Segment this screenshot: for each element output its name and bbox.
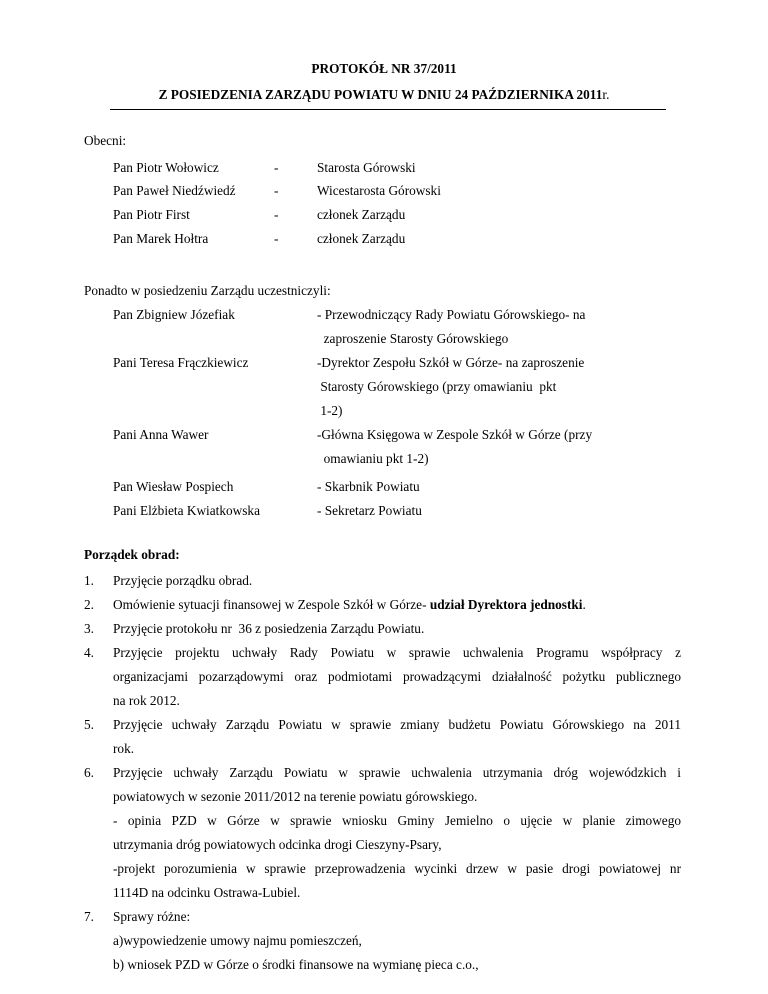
- present-name: Pan Marek Hołtra: [113, 231, 209, 246]
- participant-name: Pani Teresa Frączkiewicz: [113, 355, 249, 370]
- present-dash: -: [274, 160, 279, 175]
- agenda-item-line: - opinia PZD w Górze w sprawie wniosku Gminy Jemielno o ujęcie w planie zimowego: [113, 813, 681, 828]
- participant-role-line: omawianiu pkt 1-2): [317, 451, 429, 466]
- agenda-item-bold: udział Dyrektora jednostki: [429, 597, 583, 612]
- participant-role-line: -Główna Księgowa w Zespole Szkół w Górze (przy: [317, 427, 593, 442]
- participant-name: Pan Wiesław Pospiech: [113, 479, 234, 494]
- participant-role-line: zaproszenie Starosty Górowskiego: [317, 331, 509, 346]
- protocol-subtitle: [0, 87, 768, 103]
- agenda-item-number: 3.: [84, 621, 94, 636]
- agenda-item-line: [113, 597, 586, 613]
- agenda-subitem: b) wniosek PZD w Górze o środki finansowe na wymianę pieca c.o.,: [113, 957, 479, 972]
- participant-name: Pani Elżbieta Kwiatkowska: [113, 503, 260, 518]
- header-underline: [110, 109, 666, 110]
- participant-role-line: - Sekretarz Powiatu: [317, 503, 422, 518]
- agenda-item-number: 1.: [84, 573, 94, 588]
- agenda-heading: Porządek obrad:: [84, 547, 180, 562]
- agenda-subitem: a)wypowiedzenie umowy najmu pomieszczeń,: [113, 933, 362, 948]
- agenda-item-line: Sprawy różne:: [113, 909, 191, 924]
- agenda-item-line: Przyjęcie uchwały Zarządu Powiatu w sprawie zmiany budżetu Powiatu Górowskiego na 2011: [113, 717, 681, 732]
- present-name: Pan Piotr Wołowicz: [113, 160, 219, 175]
- agenda-item-punct: .: [582, 597, 586, 612]
- participant-role-line: Starosty Górowskiego (przy omawianiu pkt: [317, 379, 557, 394]
- agenda-item-number: 7.: [84, 909, 94, 924]
- present-role: Wicestarosta Górowski: [317, 183, 441, 198]
- agenda-item-line: 1114D na odcinku Ostrawa-Lubiel.: [113, 885, 301, 900]
- present-name: Pan Piotr First: [113, 207, 190, 222]
- agenda-item-line: Przyjęcie porządku obrad.: [113, 573, 253, 588]
- agenda-item-line: utrzymania dróg powiatowych odcinka drogi Cieszyny-Psary,: [113, 837, 442, 852]
- agenda-item-line: -projekt porozumienia w sprawie przeprowadzenia wycinki drzew w pasie drogi powiatowej nr: [113, 861, 681, 876]
- present-role: członek Zarządu: [317, 231, 406, 246]
- agenda-item-number: 2.: [84, 597, 94, 612]
- participants-heading: Ponadto w posiedzeniu Zarządu uczestniczyli:: [84, 283, 331, 298]
- protocol-subtitle-suffix: r.: [602, 87, 610, 102]
- participant-role-line: -Dyrektor Zespołu Szkół w Górze- na zaproszenie: [317, 355, 585, 370]
- present-heading: Obecni:: [84, 133, 127, 148]
- participant-role-line: 1-2): [317, 403, 343, 418]
- present-role: Starosta Górowski: [317, 160, 416, 175]
- present-name: Pan Paweł Niedźwiedź: [113, 183, 236, 198]
- agenda-item-line: na rok 2012.: [113, 693, 180, 708]
- agenda-item-number: 4.: [84, 645, 94, 660]
- participant-name: Pan Zbigniew Józefiak: [113, 307, 235, 322]
- present-dash: -: [274, 183, 279, 198]
- agenda-item-number: 5.: [84, 717, 94, 732]
- agenda-item-line: rok.: [113, 741, 135, 756]
- protocol-subtitle-main: Z POSIEDZENIA ZARZĄDU POWIATU W DNIU 24 PAŹDZIERNIKA 2011: [158, 87, 603, 102]
- participant-name: Pani Anna Wawer: [113, 427, 209, 442]
- agenda-item-line: organizacjami pozarządowymi oraz podmiotami prowadzącymi działalność pożytku publicznego: [113, 669, 681, 684]
- present-dash: -: [274, 231, 279, 246]
- agenda-item-line: powiatowych w sezonie 2011/2012 na terenie powiatu górowskiego.: [113, 789, 478, 804]
- agenda-item-line: Przyjęcie projektu uchwały Rady Powiatu w sprawie uchwalenia Programu współpracy z: [113, 645, 681, 660]
- agenda-item-text: Omówienie sytuacji finansowej w Zespole Szkół w Górze-: [113, 597, 430, 612]
- present-role: członek Zarządu: [317, 207, 406, 222]
- participant-role-line: - Skarbnik Powiatu: [317, 479, 420, 494]
- agenda-item-line: Przyjęcie uchwały Zarządu Powiatu w sprawie uchwalenia utrzymania dróg wojewódzkich i: [113, 765, 681, 780]
- participant-role-line: - Przewodniczący Rady Powiatu Górowskiego- na: [317, 307, 586, 322]
- agenda-item-line: Przyjęcie protokołu nr 36 z posiedzenia Zarządu Powiatu.: [113, 621, 425, 636]
- present-dash: -: [274, 207, 279, 222]
- agenda-item-number: 6.: [84, 765, 94, 780]
- protocol-title: PROTOKÓŁ NR 37/2011: [311, 61, 457, 76]
